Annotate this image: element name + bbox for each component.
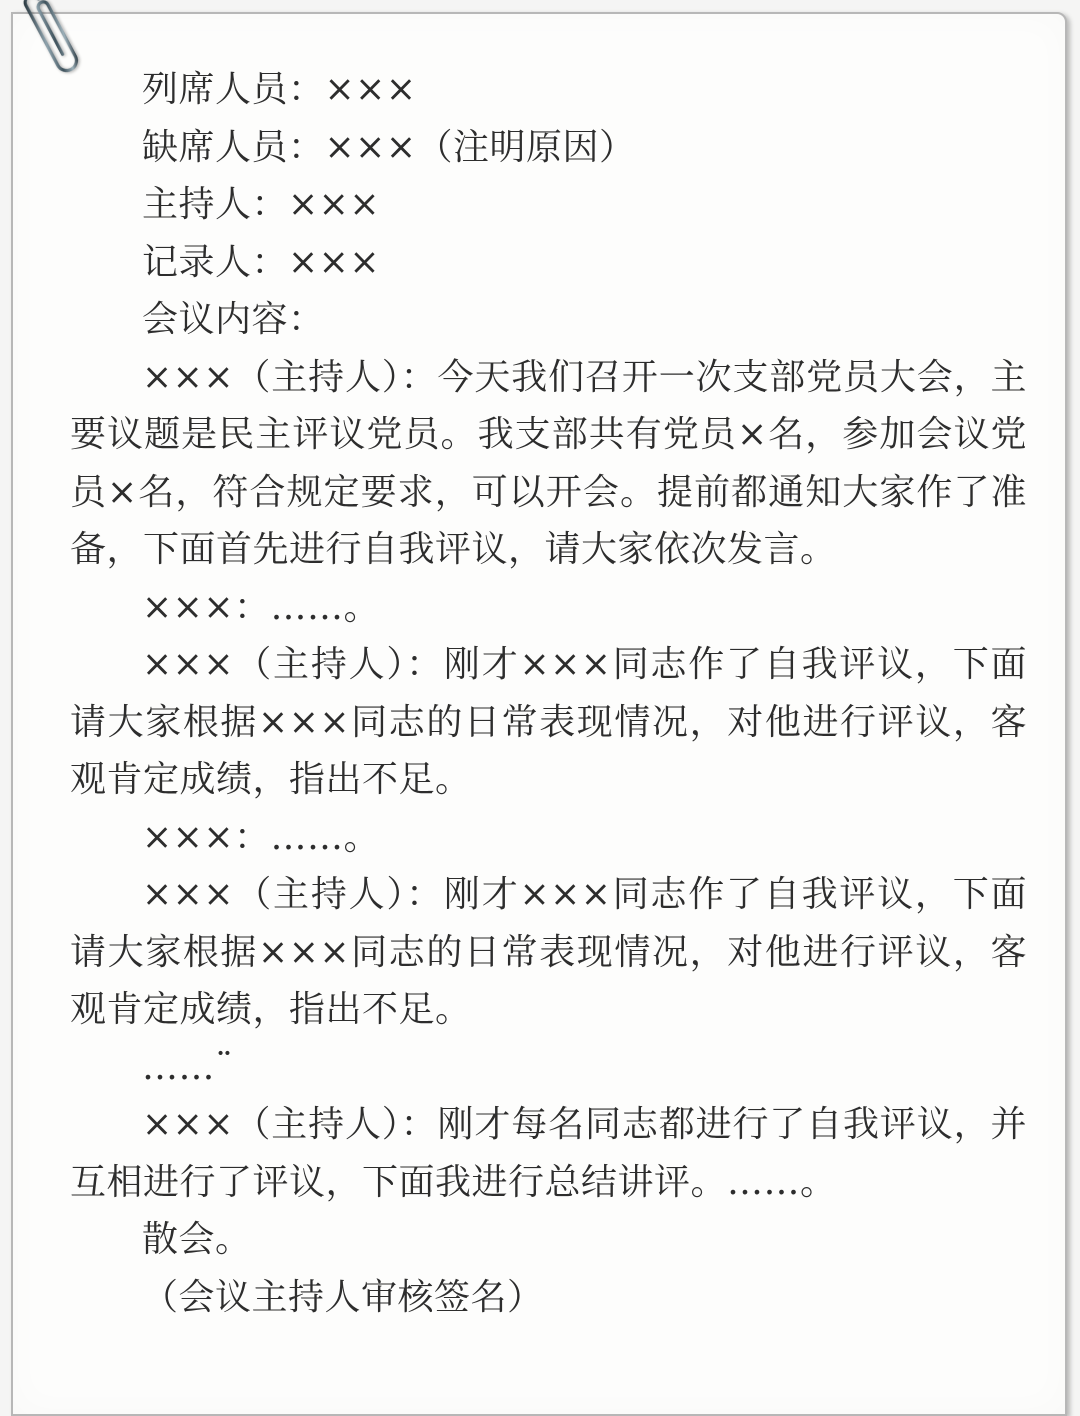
document-body (70, 61, 1027, 1326)
moderator-peer-review-prompt-2: ×××（主持人）：刚才×××同志作了自我评议，下面请大家根据×××同志的日常表现情况，对他进行评议，客观肯定成绩，指出不足。 (70, 874, 1027, 1030)
attendees-absent-line: 缺席人员：×××（注明原因） (142, 126, 636, 168)
recorder-line: 记录人：××× (142, 241, 380, 283)
member-self-review-placeholder-2: ×××：……。 (142, 816, 380, 858)
moderator-peer-review-prompt-1: ×××（主持人）：刚才×××同志作了自我评议，下面请大家根据×××同志的日常表现情况，对他进行评议，客观肯定成绩，指出不足。 (70, 644, 1027, 800)
ellipsis-continuation: ……¨ (142, 1046, 234, 1088)
attendees-observers-line: 列席人员：××× (142, 69, 417, 110)
moderator-summary-speech: ×××（主持人）：刚才每名同志都进行了自我评议，并互相进行了评议，下面我进行总结讲评。……。 (70, 1104, 1027, 1203)
moderator-opening-speech: ×××（主持人）：今天我们召开一次支部党员大会，主要议题是民主评议党员。我支部共有党员×名，参加会议党员×名，符合规定要求，可以开会。提前都通知大家作了准备，下面首先进行自我评议，请大家依次发言。 (70, 356, 1027, 570)
paper-sheet (11, 12, 1067, 1416)
meeting-adjourned-line: 散会。 (142, 1219, 252, 1260)
signature-note: （会议主持人审核签名） (142, 1276, 544, 1318)
meeting-content-label: 会议内容： (142, 299, 325, 340)
moderator-line: 主持人：××× (142, 184, 380, 225)
member-self-review-placeholder-1: ×××：……。 (142, 586, 380, 628)
